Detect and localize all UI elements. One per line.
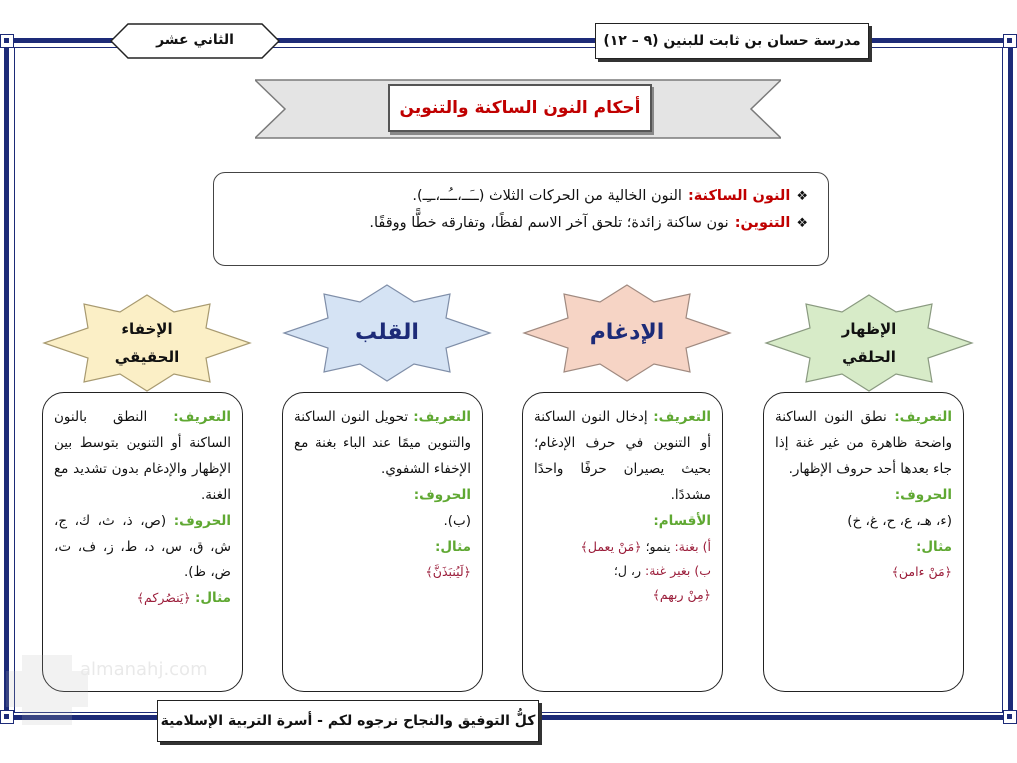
letters-row: [54, 509, 231, 587]
rule-definition: [775, 405, 952, 483]
rule-card-qalb: [282, 392, 483, 692]
rule-title-line: الحقيقي: [114, 348, 180, 366]
definition-term: التنوين:: [734, 214, 791, 231]
rule-title-line: القلب: [355, 320, 419, 346]
subsection-label: أ) بغنة:: [674, 538, 711, 554]
example-label: مثال:: [915, 538, 952, 555]
definition-text: نون ساكنة زائدة؛ تلحق آخر الاسم لفظًا، وتفارقه خطًّا ووقفًا.: [369, 214, 729, 231]
letters-label: الحروف:: [173, 512, 231, 529]
example-label: مثال:: [434, 538, 471, 555]
example-text: ﴿مَنْ يعمل﴾: [580, 538, 642, 554]
letters-list: (ب).: [443, 512, 471, 529]
footer-text: كلُّ التوفيق والنجاح نرجوه لكم - أسرة التربية الإسلامية: [160, 713, 536, 729]
subsection-letters: ر، ل؛: [613, 562, 642, 578]
rule-title-line: الحلقي: [842, 348, 896, 366]
letters-list: (ء، هـ، ع، ح، غ، خ): [847, 512, 952, 529]
rule-definition: [54, 405, 231, 509]
definition-body: إدخال النون الساكنة أو التنوين في حرف الإدغام؛ بحيث يصيران حرفًا واحدًا مشددًا.: [534, 409, 711, 503]
definition-body: النطق بالنون الساكنة أو التنوين بتوسط بين الإظهار والإدغام بدون تشديد مع الغنة.: [54, 409, 231, 503]
definitions-box: [213, 172, 829, 266]
definition-label: التعريف:: [413, 409, 471, 425]
rule-title-line: الإدغام: [589, 320, 665, 346]
rule-card-idgham: [522, 392, 723, 692]
definition-body: تحويل النون الساكنة والتنوين ميمًا عند الباء بغنة مع الإخفاء الشفوي.: [294, 409, 471, 477]
rule-definition: [294, 405, 471, 483]
subsection-label: ب) بغير غنة:: [645, 562, 711, 578]
definition-label: التعريف:: [653, 409, 711, 425]
rule-title: [522, 283, 732, 383]
idgham-without-ghunna: [534, 559, 711, 583]
rule-card-izhar: [763, 392, 964, 692]
letters-label: الحروف:: [413, 486, 471, 503]
letters-list: (ص، ذ، ث، ك، ج، ش، ق، س، د، ط، ز، ف، ت، ض، ظ).: [54, 512, 231, 581]
example-text: ﴿مِنْ ربهم﴾: [652, 586, 711, 602]
subsection-letters: ينمو؛: [645, 538, 671, 554]
school-name-box: [595, 23, 869, 59]
rule-header-qalb: [282, 283, 492, 383]
definition-body: نطق النون الساكنة واضحة ظاهرة من غير غنة إذا جاء بعدها أحد حروف الإظهار.: [775, 409, 952, 477]
definition-text: النون الخالية من الحركات الثلاث (ــَــ،ــُــ،ــِـ).: [412, 188, 682, 204]
example-text: ﴿مَنْ ءامن﴾: [891, 564, 952, 580]
rule-header-ikhfa: [42, 293, 252, 393]
grade-label: الثاني عشر: [156, 32, 234, 48]
watermark-cross-icon: [6, 671, 88, 707]
rule-title: [282, 283, 492, 383]
frame-corner: [1003, 34, 1017, 48]
watermark-text: almanahj.com: [80, 659, 208, 680]
rule-definition: [534, 405, 711, 509]
sections-label: الأقسام:: [653, 512, 711, 529]
idgham-with-ghunna: [534, 535, 711, 559]
diamond-bullet-icon: ❖: [796, 215, 808, 231]
example-row: [54, 586, 231, 612]
letters-label: الحروف:: [894, 486, 952, 503]
example-text: ﴿لَيُنبَذَنَّ﴾: [425, 564, 471, 580]
rule-title-line: الإظهار: [841, 319, 897, 338]
rule-title: [42, 293, 252, 393]
example-text: ﴿يَنصُركم﴾: [136, 590, 191, 606]
rule-title-line: الإخفاء: [121, 319, 173, 338]
definition-term: النون الساكنة:: [687, 188, 791, 204]
rule-header-izhar: [764, 293, 974, 393]
frame-corner: [0, 34, 14, 48]
page-title: أحكام النون الساكنة والتنوين: [399, 98, 641, 118]
definition-row: [232, 183, 808, 210]
definition-row: [232, 210, 808, 237]
diamond-bullet-icon: ❖: [796, 189, 808, 204]
rule-card-ikhfa: [42, 392, 243, 692]
page-title-box: [388, 84, 652, 132]
definition-label: التعريف:: [173, 409, 231, 425]
frame-corner: [1003, 710, 1017, 724]
footer-box: [157, 700, 539, 742]
rule-title: [764, 293, 974, 393]
example-label: مثال:: [194, 590, 231, 607]
school-name: مدرسة حسان بن ثابت للبنين (٩ – ١٢): [603, 33, 861, 49]
rule-header-idgham: [522, 283, 732, 383]
definition-label: التعريف:: [894, 409, 952, 425]
grade-tag: [110, 23, 280, 59]
